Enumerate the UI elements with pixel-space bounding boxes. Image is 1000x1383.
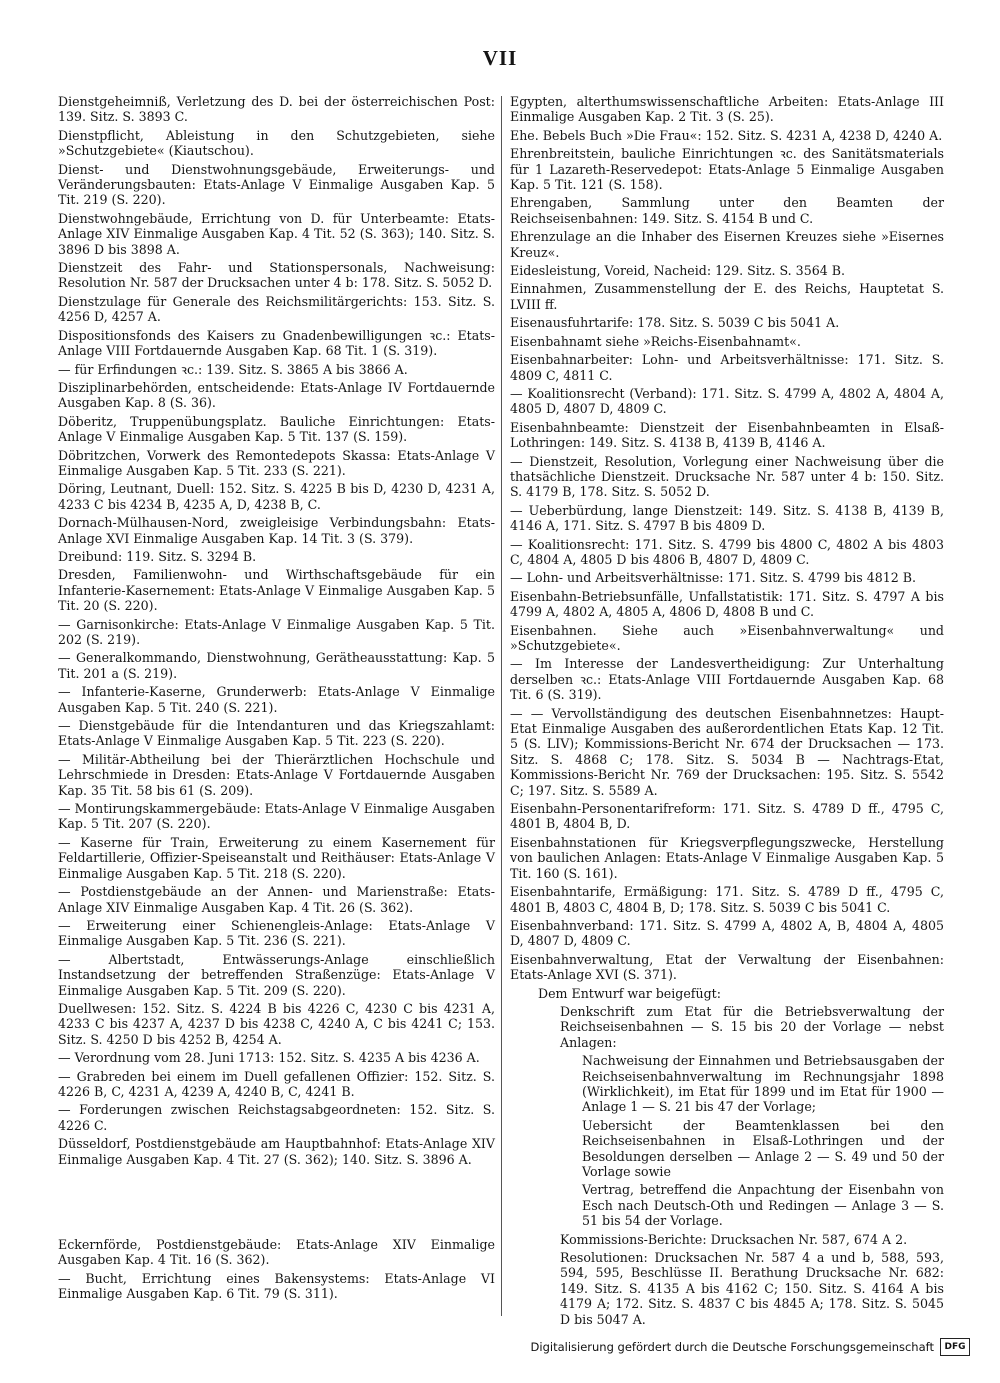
index-entry: Eidesleistung, Voreid, Nacheid: 129. Sitz. S. 3564 B. (510, 263, 845, 279)
index-entry: Egypten, alterthumswissenschaftliche Arbeiten: Etats-Anlage III Einmalige Ausgaben Kap. 2 Tit. 3 (S. 25). (510, 94, 944, 125)
index-entry: — Ueberbürdung, lange Dienstzeit: 149. Sitz. S. 4138 B, 4139 B, 4146 A, 171. Sitz. S. 4797 B bis 4809 D. (510, 502, 944, 534)
index-entry: Dienstzeit des Fahr- und Stationspersonals, Nachweisung: Resolution Nr. 587 der Drucksachen unter 4 b: 178. Sitz. S. 5052 D. (58, 260, 495, 291)
index-entry: Uebersicht der Beamtenklassen bei den Reichseisenbahnen in Elsaß-Lothringen und der Besoldungen derselben — Anlage 2 — S. 49 und 50 der Vorlage sowie (582, 1117, 944, 1179)
page-number: VII (482, 46, 518, 70)
index-entry: Dresden, Familienwohn- und Wirthschaftsgebäude für ein Infanterie-Kasernement: Etats-Anlage V Einmalige Ausgaben Kap. 5 Tit. 20 (S. 220). (58, 567, 495, 614)
index-entry: — Albertstadt, Entwässerungs-Anlage einschließlich Instandsetzung der betreffenden Straßenzüge: Etats-Anlage V Einmalige Ausgaben Kap. 5 Tit. 209 (S. 220). (58, 951, 495, 998)
index-entry: — Grabreden bei einem im Duell gefallenen Offizier: 152. Sitz. S. 4226 B, C, 4231 A, 4239 A, 4240 B, C, 4241 B. (58, 1068, 495, 1099)
index-entry: Dienstwohngebäude, Errichtung von D. für Unterbeamte: Etats-Anlage XIV Einmalige Ausgaben Kap. 4 Tit. 52 (S. 363); 140. Sitz. S. 3896 D bis 3898 A. (58, 210, 495, 257)
index-entry: Dreibund: 119. Sitz. S. 3294 B. (58, 548, 257, 564)
index-entry: — Montirungskammergebäude: Etats-Anlage V Einmalige Ausgaben Kap. 5 Tit. 207 (S. 220). (58, 801, 495, 832)
footer-credit: Digitalisierung gefördert durch die Deutsche Forschungsgemeinschaft (530, 1340, 934, 1354)
index-entry: — für Erfindungen ꝛc.: 139. Sitz. S. 3865 A bis 3866 A. (58, 361, 408, 377)
index-entry: Döring, Leutnant, Duell: 152. Sitz. S. 4225 B bis D, 4230 D, 4231 A, 4233 C bis 4234 B, 4235 A, D, 4238 B, C. (58, 481, 495, 512)
index-entry: Eisenbahnbeamte: Dienstzeit der Eisenbahnbeamten in Elsaß-Lothringen: 149. Sitz. S. 4138 B, 4139 B, 4146 A. (510, 419, 944, 451)
index-entry: Duellwesen: 152. Sitz. S. 4224 B bis 4226 C, 4230 C bis 4231 A, 4233 C bis 4237 A, 4237 D bis 4238 C, 4240 A, C bis 4241 C; 153. Sitz. S. 4250 D bis 4252 B, 4254 A. (58, 1000, 495, 1047)
index-entry: Dienstpflicht, Ableistung in den Schutzgebieten, siehe »Schutzgebiete« (Kiautschou). (58, 127, 495, 159)
index-entry: Düsseldorf, Postdienstgebäude am Hauptbahnhof: Etats-Anlage XIV Einmalige Ausgaben Kap. 4 Tit. 27 (S. 362); 140. Sitz. S. 3896 A. (58, 1136, 495, 1167)
index-entry: Dem Entwurf war beigefügt: (538, 985, 721, 1001)
index-entry: — Verordnung vom 28. Juni 1713: 152. Sitz. S. 4235 A bis 4236 A. (58, 1050, 480, 1066)
index-entry: Eisenbahn-Personentarifreform: 171. Sitz. S. 4789 D ff., 4795 C, 4801 B, 4804 B, D. (510, 801, 944, 832)
index-entry: Dornach-Mülhausen-Nord, zweigleisige Verbindungsbahn: Etats-Anlage XVI Einmalige Ausgaben Kap. 14 Tit. 3 (S. 379). (58, 515, 495, 546)
index-entry: Nachweisung der Einnahmen und Betriebsausgaben der Reichseisenbahnverwaltung im Rechnungsjahr 1898 (Wirklichkeit), im Etat für 1899 und im Etat für 1900 — Anlage 1 — S. 21 bis 47 der Vorlage; (582, 1053, 944, 1115)
index-entry: Dienstzulage für Generale des Reichsmilitärgerichts: 153. Sitz. S. 4256 D, 4257 A. (58, 293, 495, 325)
index-entry: Eisenausfuhrtarife: 178. Sitz. S. 5039 C bis 5041 A. (510, 315, 840, 331)
right-column (510, 94, 944, 1330)
index-entry: Eckernförde, Postdienstgebäude: Etats-Anlage XIV Einmalige Ausgaben Kap. 4 Tit. 16 (S. 362). (58, 1237, 495, 1268)
index-entry: — Militär-Abtheilung bei der Thierärztlichen Hochschule und Lehrschmiede in Dresden: Etats-Anlage V Fortdauernde Ausgaben Kap. 35 Tit. 58 bis 61 (S. 209). (58, 751, 495, 798)
index-entry: Eisenbahnverband: 171. Sitz. S. 4799 A, 4802 A, B, 4804 A, 4805 D, 4807 D, 4809 C. (510, 917, 944, 949)
index-entry: Ehrengaben, Sammlung unter den Beamten der Reichseisenbahnen: 149. Sitz. S. 4154 B und C. (510, 195, 944, 226)
index-entry: Eisenbahnstationen für Kriegsverpflegungszwecke, Herstellung von baulichen Anlagen: Etats-Anlage V Einmalige Ausgaben Kap. 5 Tit. 160 (S. 161). (510, 834, 944, 881)
index-entry: Dienstgeheimniß, Verletzung des D. bei der österreichischen Post: 139. Sitz. S. 3893 C. (58, 94, 495, 125)
index-entry: Eisenbahnverwaltung, Etat der Verwaltung der Eisenbahnen: Etats-Anlage XVI (S. 371). (510, 951, 944, 983)
dfg-logo: DFG (940, 1338, 970, 1356)
index-entry: Kommissions-Berichte: Drucksachen Nr. 587, 674 A 2. (560, 1231, 908, 1247)
index-entry: — Postdienstgebäude an der Annen- und Marienstraße: Etats-Anlage XIV Einmalige Ausgaben Kap. 4 Tit. 26 (S. 362). (58, 884, 495, 915)
index-entry: — Koalitionsrecht (Verband): 171. Sitz. S. 4799 A, 4802 A, 4804 A, 4805 D, 4807 D, 4809 C. (510, 385, 944, 417)
index-entry: Resolutionen: Drucksachen Nr. 587 4 a und b, 588, 593, 594, 595, Beschlüsse II. Berathung Drucksache Nr. 682: 149. Sitz. S. 4135 A bis 4162 C; 150. Sitz. S. 4164 A bis 4179 A; 172. Sitz. S. 4837 C bis 4845 A; 178. Sitz. S. 5045 D bis 5047 A. (560, 1250, 944, 1327)
index-entry: Dispositionsfonds des Kaisers zu Gnadenbewilligungen ꝛc.: Etats-Anlage VIII Fortdauernde Ausgaben Kap. 68 Tit. 1 (S. 319). (58, 327, 495, 359)
index-entry: — Erweiterung einer Schienengleis-Anlage: Etats-Anlage V Einmalige Ausgaben Kap. 5 Tit. 236 (S. 221). (58, 917, 495, 949)
index-entry: Eisenbahnarbeiter: Lohn- und Arbeitsverhältnisse: 171. Sitz. S. 4809 C, 4811 C. (510, 352, 944, 383)
index-entry: Denkschrift zum Etat für die Betriebsverwaltung der Reichseisenbahnen — S. 15 bis 20 der Vorlage — nebst Anlagen: (560, 1003, 944, 1050)
index-entry: Dienst- und Dienstwohnungsgebäude, Erweiterungs- und Veränderungsbauten: Etats-Anlage V Einmalige Ausgaben Kap. 5 Tit. 219 (S. 220). (58, 161, 495, 208)
index-entry: Ehrenzulage an die Inhaber des Eisernen Kreuzes siehe »Eisernes Kreuz«. (510, 229, 944, 260)
index-entry: Ehrenbreitstein, bauliche Einrichtungen ꝛc. des Sanitätsmaterials für 1 Lazareth-Reservedepot: Etats-Anlage 5 Einmalige Ausgaben Kap. 5 Tit. 121 (S. 158). (510, 146, 944, 193)
index-entry: — Generalkommando, Dienstwohnung, Gerätheausstattung: Kap. 5 Tit. 201 a (S. 219). (58, 650, 495, 681)
index-entry: — Kaserne für Train, Erweiterung zu einem Kasernement für Feldartillerie, Offizier-Speiseanstalt und Reithäuser: Etats-Anlage V Einmalige Ausgaben Kap. 5 Tit. 218 (S. 220). (58, 834, 495, 881)
index-entry: Döberitz, Truppenübungsplatz. Bauliche Einrichtungen: Etats-Anlage V Einmalige Ausgaben Kap. 5 Tit. 137 (S. 159). (58, 413, 495, 445)
index-entry: — Dienstzeit, Resolution, Vorlegung einer Nachweisung über die thatsächliche Dienstzeit. Drucksache Nr. 587 unter 4 b: 150. Sitz. S. 4179 B, 178. Sitz. S. 5052 D. (510, 453, 944, 500)
index-entry: — Infanterie-Kaserne, Grunderwerb: Etats-Anlage V Einmalige Ausgaben Kap. 5 Tit. 240 (S. 221). (58, 684, 495, 715)
index-entry: Disziplinarbehörden, entscheidende: Etats-Anlage IV Fortdauernde Ausgaben Kap. 8 (S. 36). (58, 379, 495, 411)
index-entry: — Dienstgebäude für die Intendanturen und das Kriegszahlamt: Etats-Anlage V Einmalige Ausgaben Kap. 5 Tit. 223 (S. 220). (58, 718, 495, 749)
index-entry: Döbritzchen, Vorwerk des Remontedepots Skassa: Etats-Anlage V Einmalige Ausgaben Kap. 5 Tit. 233 (S. 221). (58, 447, 495, 478)
index-entry: Eisenbahnamt siehe »Reichs-Eisenbahnamt«. (510, 333, 801, 349)
index-entry: — Garnisonkirche: Etats-Anlage V Einmalige Ausgaben Kap. 5 Tit. 202 (S. 219). (58, 616, 495, 647)
index-entry: — Bucht, Errichtung eines Bakensystems: Etats-Anlage VI Einmalige Ausgaben Kap. 6 Tit. 79 (S. 311). (58, 1270, 495, 1302)
index-entry: — Im Interesse der Landesvertheidigung: Zur Unterhaltung derselben ꝛc.: Etats-Anlage VIII Fortdauernde Ausgaben Kap. 68 Tit. 6 (S. 319). (510, 656, 944, 703)
index-entry: Vertrag, betreffend die Anpachtung der Eisenbahn von Esch nach Deutsch-Oth und Redingen — Anlage 3 — S. 51 bis 54 der Vorlage. (582, 1182, 944, 1229)
index-entry: — Forderungen zwischen Reichstagsabgeordneten: 152. Sitz. S. 4226 C. (58, 1102, 495, 1133)
index-entry: — Koalitionsrecht: 171. Sitz. S. 4799 bis 4800 C, 4802 A bis 4803 C, 4804 A, 4805 D bis 4806 B, 4807 D, 4809 C. (510, 536, 944, 567)
index-entry: Einnahmen, Zusammenstellung der E. des Reichs, Hauptetat S. LVIII ff. (510, 281, 944, 312)
footer (0, 1338, 1000, 1356)
left-column (58, 94, 495, 1305)
index-entry: Eisenbahntarife, Ermäßigung: 171. Sitz. S. 4789 D ff., 4795 C, 4801 B, 4803 C, 4804 B, D; 178. Sitz. S. 5039 C bis 5041 C. (510, 884, 944, 915)
index-entry: Eisenbahnen. Siehe auch »Eisenbahnverwaltung« und »Schutzgebiete«. (510, 622, 944, 653)
index-entry: Eisenbahn-Betriebsunfälle, Unfallstatistik: 171. Sitz. S. 4797 A bis 4799 A, 4802 A, 4805 A, 4806 D, 4808 B und C. (510, 588, 944, 620)
column-divider (501, 96, 502, 1316)
index-entry: — — Vervollständigung des deutschen Eisenbahnnetzes: Haupt-Etat Einmalige Ausgaben des außerordentlichen Etats Kap. 12 Tit. 5 (S. LIV); Kommissions-Bericht Nr. 674 der Drucksachen — 173. Sitz. S. 4868 C; 178. Sitz. S. 5034 B — Nachtrags-Etat, Kommissions-Bericht Nr. 769 der Drucksachen: 195. Sitz. S. 5542 C; 197. Sitz. S. 5589 A. (510, 705, 944, 798)
index-entry: — Lohn- und Arbeitsverhältnisse: 171. Sitz. S. 4799 bis 4812 B. (510, 570, 917, 586)
index-entry: Ehe. Bebels Buch »Die Frau«: 152. Sitz. S. 4231 A, 4238 D, 4240 A. (510, 127, 943, 143)
